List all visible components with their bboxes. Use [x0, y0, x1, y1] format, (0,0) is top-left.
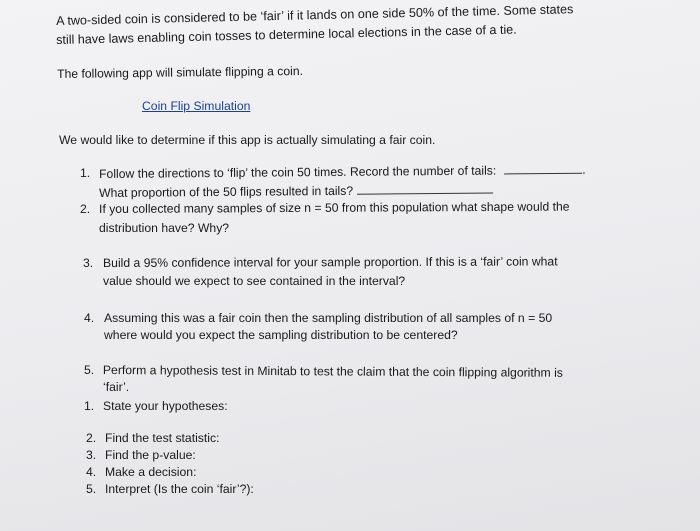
question-number: 5. [84, 363, 95, 377]
intro-line-1: A two-sided coin is considered to be ‘fair’ if it lands on one side 50% of the time. Some states [56, 2, 574, 28]
question-1-text: Follow the directions to ‘flip’ the coin 50 times. Record the number of tails: [99, 163, 497, 181]
question-4-line-1: Assuming this was a fair coin then the sampling distribution of all samples of n = 50 [104, 311, 553, 325]
subitem-number: 3. [86, 448, 97, 462]
question-1-line-2 [99, 182, 493, 200]
subitem-hypotheses: State your hypotheses: [103, 399, 228, 413]
question-number: 2. [80, 202, 91, 216]
question-5-line-2: ‘fair’. [103, 380, 130, 394]
subitem-number: 1. [84, 399, 95, 413]
question-1-proportion-text: What proportion of the 50 flips resulted in tails? [99, 183, 354, 200]
question-number: 3. [83, 256, 94, 270]
question-3-line-2: value should we expect to see contained in the interval? [103, 274, 406, 288]
question-1-line-1 [99, 162, 586, 181]
subitem-interpret: Interpret (Is the coin ‘fair’?): [105, 482, 254, 496]
subitem-test-statistic: Find the test statistic: [105, 431, 220, 445]
subitem-p-value: Find the p-value: [105, 448, 196, 462]
app-intro-text: The following app will simulate flipping a coin. [57, 63, 304, 81]
intro-line-2: still have laws enabling coin tosses to determine local elections in the case of a tie. [56, 22, 517, 47]
goal-text: We would like to determine if this app is actually simulating a fair coin. [59, 133, 436, 147]
question-4-line-2: where would you expect the sampling distribution to be centered? [104, 328, 458, 342]
coin-flip-simulation-link[interactable]: Coin Flip Simulation [142, 99, 251, 113]
subitem-decision: Make a decision: [105, 465, 197, 479]
question-5-line-1: Perform a hypothesis test in Minitab to test the claim that the coin flipping algorithm is [102, 363, 563, 380]
question-3-line-1: Build a 95% confidence interval for your sample proportion. If this is a ‘fair’ coin what [103, 254, 558, 270]
question-2-line-2: distribution have? Why? [99, 221, 230, 235]
subitem-number: 2. [86, 431, 97, 445]
subitem-number: 5. [86, 482, 97, 496]
proportion-blank[interactable] [357, 182, 493, 195]
tails-count-blank[interactable] [504, 162, 582, 175]
question-number: 1. [80, 166, 91, 180]
subitem-number: 4. [86, 465, 97, 479]
question-2-line-1: If you collected many samples of size n = 50 from this population what shape would the [99, 199, 570, 216]
question-number: 4. [84, 311, 95, 325]
question-1-period: . [582, 162, 586, 177]
